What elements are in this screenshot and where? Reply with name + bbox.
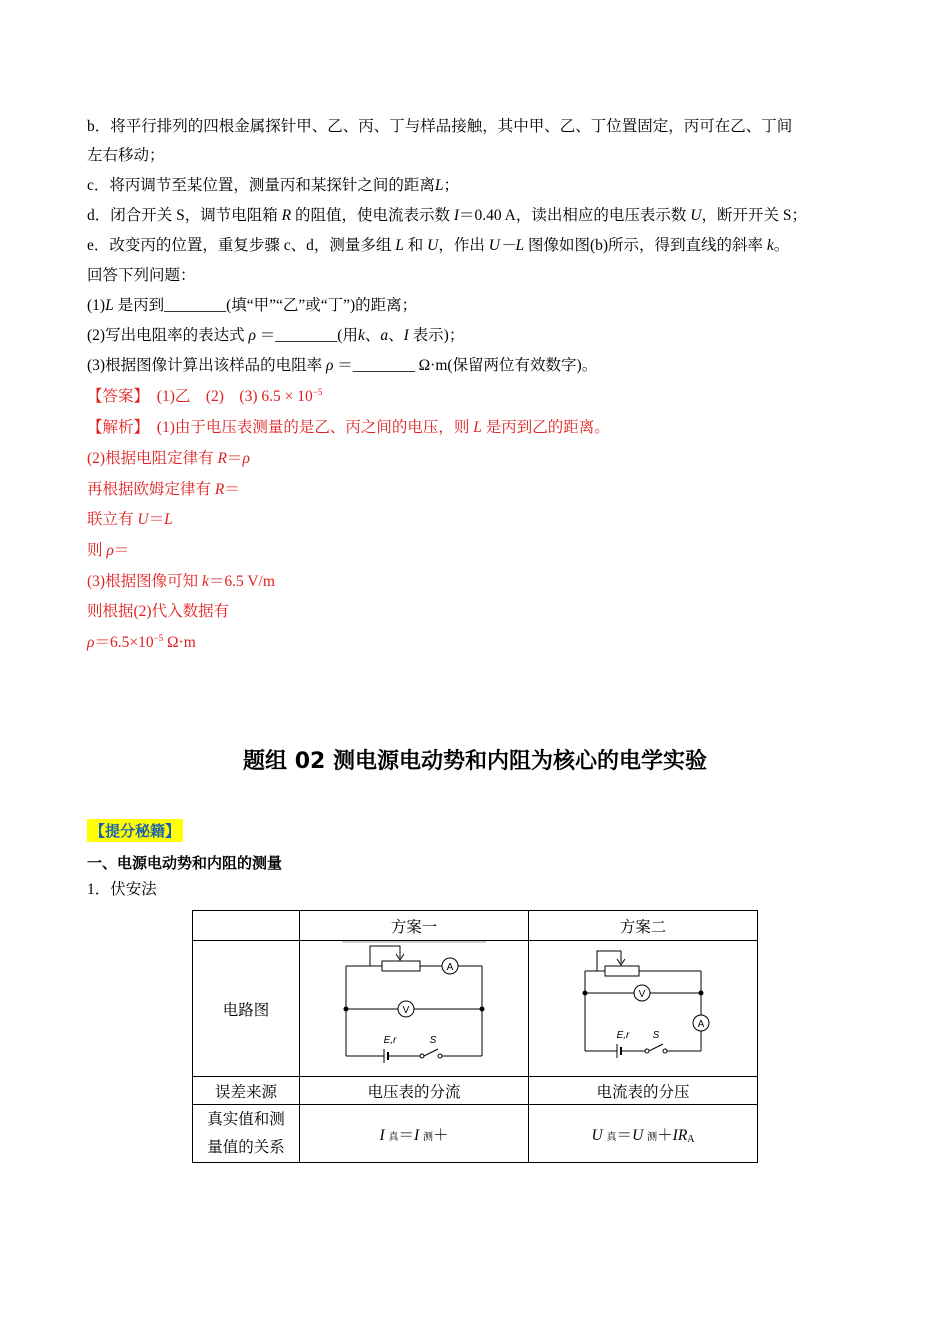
answer-label: 【答案】 (87, 388, 142, 405)
ammeter-label-1: A (446, 962, 454, 973)
emf-label-2: E,r (616, 1030, 630, 1041)
ammeter-label-2: A (697, 1019, 705, 1030)
question-2: (2)写出电阻率的表达式 ρ ＝________(用k、a、I 表示)； (87, 327, 465, 344)
step-d: d．闭合开关 S，调节电阻箱 R 的阻值，使电流表示数 I＝0.40 A，读出相应的电压表示数 U，断开开关 S； (87, 207, 807, 224)
row-label-circuit: 电路图 (193, 941, 300, 1077)
relation-2: U 真＝U 测$+IR_A$ (529, 1105, 758, 1163)
voltmeter-label-1: V (402, 1005, 410, 1016)
answer-line: 【答案】 (1)乙 (2) (3) $6.5 \times 10^{-5}$ (87, 387, 323, 405)
row-label-error: 误差来源 (193, 1077, 300, 1105)
tips-badge: 【提分秘籍】 (87, 819, 183, 842)
comparison-table (192, 910, 758, 1163)
switch-label-2: S (652, 1030, 660, 1041)
emf-label-1: E,r (383, 1035, 397, 1046)
switch-label-1: S (429, 1035, 437, 1046)
analysis-line5: 则 ρ＝ (87, 542, 130, 559)
analysis-line1: 【解析】 (1)由于电压表测量的是乙、丙之间的电压，则 L 是丙到乙的距离。 (87, 419, 610, 436)
section-heading: 一、电源电动势和内阻的测量 (87, 854, 283, 872)
question-1: (1)L 是丙到________(填“甲”“乙”或“丁”)的距离； (87, 297, 418, 314)
analysis-line2: (2)根据电阻定律有 R＝ρ (87, 450, 250, 467)
analysis-line7: 则根据(2)代入数据有 (87, 603, 230, 620)
analysis-line6: (3)根据图像可知 k＝6.5 V/m (87, 573, 275, 590)
table-header-scheme2: 方案二 (529, 911, 758, 941)
method-title: 1．伏安法 (87, 881, 157, 898)
section-title: 题组 02 测电源电动势和内阻为核心的电学实验 (243, 749, 707, 774)
step-b-line1: b．将平行排列的四根金属探针甲、乙、丙、丁与样品接触，其中甲、乙、丁位置固定，丙可在乙、丁间 (87, 118, 793, 135)
circuit-1-svg (300, 941, 528, 1071)
circuit-diagram-1 (300, 941, 529, 1077)
question-3: (3)根据图像计算出该样品的电阻率 ρ ＝________ Ω·m(保留两位有效数字)。 (87, 357, 598, 374)
analysis-line8: $\rho=6.5\times 10^{-5}$ Ω·m (87, 633, 196, 651)
error-source-2: 电流表的分压 (529, 1077, 758, 1105)
analysis-line4: 联立有 U＝L (87, 511, 173, 528)
row-label-relation: 真实值和测 量值的关系 (193, 1105, 300, 1163)
analysis-label: 【解析】 (87, 419, 142, 436)
table-corner (193, 911, 300, 941)
analysis-line3: 再根据欧姆定律有 R＝ (87, 481, 240, 498)
circuit-diagram-2 (529, 941, 758, 1077)
voltmeter-label-2: V (638, 989, 646, 1000)
error-source-1: 电压表的分流 (300, 1077, 529, 1105)
step-c: c．将丙调节至某位置，测量丙和某探针之间的距离L； (87, 177, 460, 194)
step-b-line2: 左右移动； (87, 147, 165, 164)
questions-intro: 回答下列问题： (87, 267, 196, 284)
circuit-2-svg (529, 941, 757, 1071)
relation-1: I 真＝I 测＋ (300, 1105, 529, 1163)
step-e: e．改变丙的位置，重复步骤 c、d，测量多组 L 和 U，作出 U－L 图像如图(b)所示，得到直线的斜率 k。 (87, 237, 790, 254)
table-header-scheme1: 方案一 (300, 911, 529, 941)
